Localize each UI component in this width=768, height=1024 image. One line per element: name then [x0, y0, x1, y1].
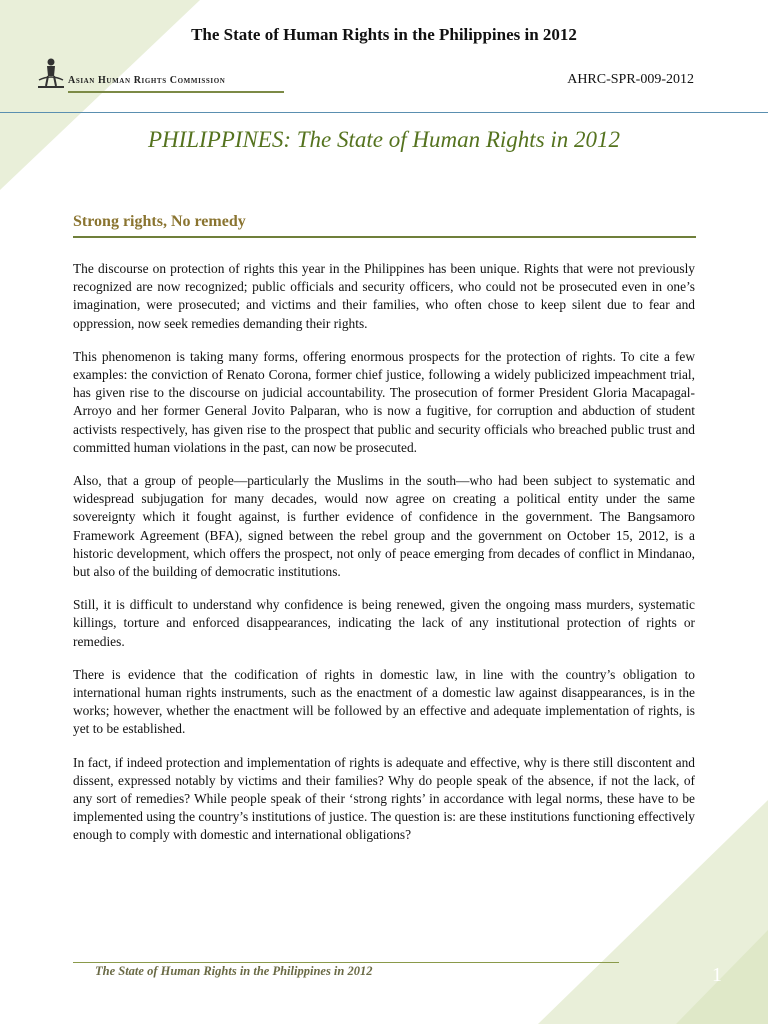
- document-title: PHILIPPINES: The State of Human Rights in 2012: [147, 127, 621, 152]
- logo-underline: [68, 91, 284, 93]
- organization-name: Asian Human Rights Commission: [68, 75, 226, 86]
- paragraph: The discourse on protection of rights this year in the Philippines has been unique. Rights that were not previously recognized are now recognized; public officials and security officers, who could not be prosecuted even in one’s imagination, were prosecuted; and victims and their families, who often chose to keep silent due to fear and oppression, now seek remedies demanding their rights.: [73, 261, 695, 331]
- page-number: 1: [712, 964, 722, 986]
- section-divider: [73, 236, 696, 238]
- figure-emblem-icon: [36, 56, 66, 92]
- paragraph: Still, it is difficult to understand why confidence is being renewed, given the ongoing mass murders, systematic killings, torture and enforced disappearances, indicating the lack of any institutional protection of rights or remedies.: [73, 597, 695, 649]
- section-heading: Strong rights, No remedy: [73, 213, 246, 230]
- body-text: [73, 260, 695, 860]
- footer-divider: [73, 962, 619, 963]
- document-id: AHRC-SPR-009-2012: [567, 72, 694, 87]
- paragraph: In fact, if indeed protection and implementation of rights is adequate and effective, why is there still discontent and dissent, expressed notably by victims and their families? Why do people speak of the absence, if not the lack, of any sort of remedies? While people speak of their ‘strong rights’ in accordance with legal norms, these have to be implemented using the country’s institutions of justice. The question is: are these institutions functioning effectively enough to comply with domestic and international obligations?: [73, 754, 695, 843]
- paragraph: This phenomenon is taking many forms, offering enormous prospects for the protection of rights. To cite a few examples: the conviction of Renato Corona, former chief justice, following a widely publicized impeachment trial, has given rise to the discourse on judicial accountability. The prosecution of former President Gloria Macapagal-Arroyo and her former General Jovito Palparan, who is now a fugitive, for corruption and abduction of student activists respectively, has given rise to the prospect that public and security officials who breached public trust and committed human violations in the past, can now be prosecuted.: [73, 348, 695, 455]
- running-title: The State of Human Rights in the Philippines in 2012: [191, 25, 577, 44]
- paragraph: There is evidence that the codification of rights in domestic law, in line with the country’s obligation to international human rights instruments, such as the enactment of a domestic law against disappearances, is in the works; however, whether the enactment will be followed by an effective and adequate implementation of rights, is yet to be established.: [73, 666, 695, 737]
- organization-logo: [36, 56, 286, 96]
- footer-running-title: The State of Human Rights in the Philippines in 2012: [95, 964, 373, 978]
- paragraph: Also, that a group of people—particularly the Muslims in the south—who had been subject to systematic and widespread subjugation for many decades, would now agree on creating a political entity under the same sovereignty which it fought against, is further evidence of confidence in the government. The Bangsamoro Framework Agreement (BFA), signed between the rebel group and the government on October 15, 2012, is a historic development, which offers the prospect, not only of peace emerging from decades of conflict in Mindanao, but also of the building of democratic institutions.: [73, 473, 695, 580]
- header-divider: [0, 112, 768, 113]
